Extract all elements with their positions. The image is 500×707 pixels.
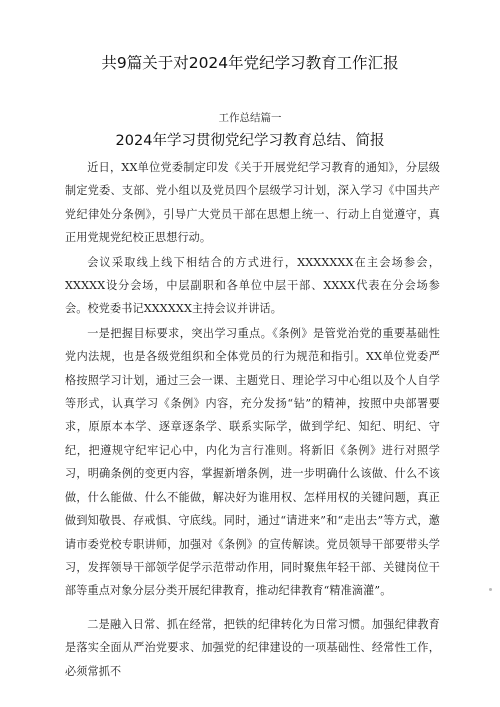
- paragraph-point-one: 一是把握目标要求，突出学习重点。《条例》是管党治党的重要基础性党内法规，也是各级党组织和全体党员的行为规范和指引。XX单位党委严格按照学习计划，通过三会一课、主题党日、理论学习中心组以及个人自学等形式，认真学习《条例》内容，充分发扬“钻”的精神，按照中央部署要求，原原本本学、逐章逐条学、联系实际学，做到学纪、知纪、明纪、守纪，把遵规守纪牢记心中，内化为言行准则。将新旧《条例》进行对照学习，明确条例的变更内容，掌握新增条例，进一步明确什么该做、什么不该做，什么能做、什么不能做，解决好为谁用权、怎样用权的关键问题，真正做到知敬畏、存戒惧、守底线。同时，通过“请进来”和“走出去”等方式，邀请市委党校专职讲师，加强对《条例》的宣传解读。党员领导干部要带头学习，发挥领导干部领学促学示范带动作用，同时聚焦年轻干部、关键岗位干部等重点对象分层分类开展纪律教育，推动纪律教育“精准滴灌”。: [65, 326, 440, 598]
- section-title: 2024年学习贯彻党纪学习教育总结、简报: [115, 133, 385, 149]
- paragraph-meeting: 会议采取线上线下相结合的方式进行，XXXXXXX在主会场参会，XXXXX设分会场，中层副职和各单位中层干部、XXXX代表在分会场参会。校党委书记XXXXXX主持会议并讲话。: [65, 255, 440, 316]
- document-title: 共9篇关于对2024年党纪学习教育工作汇报: [101, 54, 399, 72]
- document-body: [65, 156, 440, 683]
- section-label: 工作总结篇一: [218, 112, 282, 124]
- paragraph-intro: 近日，XX单位党委制定印发《关于开展党纪学习教育的通知》，分层级制定党委、支部、党小组以及党员四个层级学习计划，深入学习《中国共产党纪律处分条例》，引导广大党员干部在思想上统一、行动上自觉遵守，真正用党规党纪校正思想行动。: [65, 161, 440, 245]
- paragraph-point-two: 二是融入日常、抓在经常，把铁的纪律转化为日常习惯。加强纪律教育是落实全面从严治党要求、加强党的纪律建设的一项基础性、经常性工作，必须常抓不: [65, 617, 440, 678]
- page-mark-dot: [489, 588, 492, 591]
